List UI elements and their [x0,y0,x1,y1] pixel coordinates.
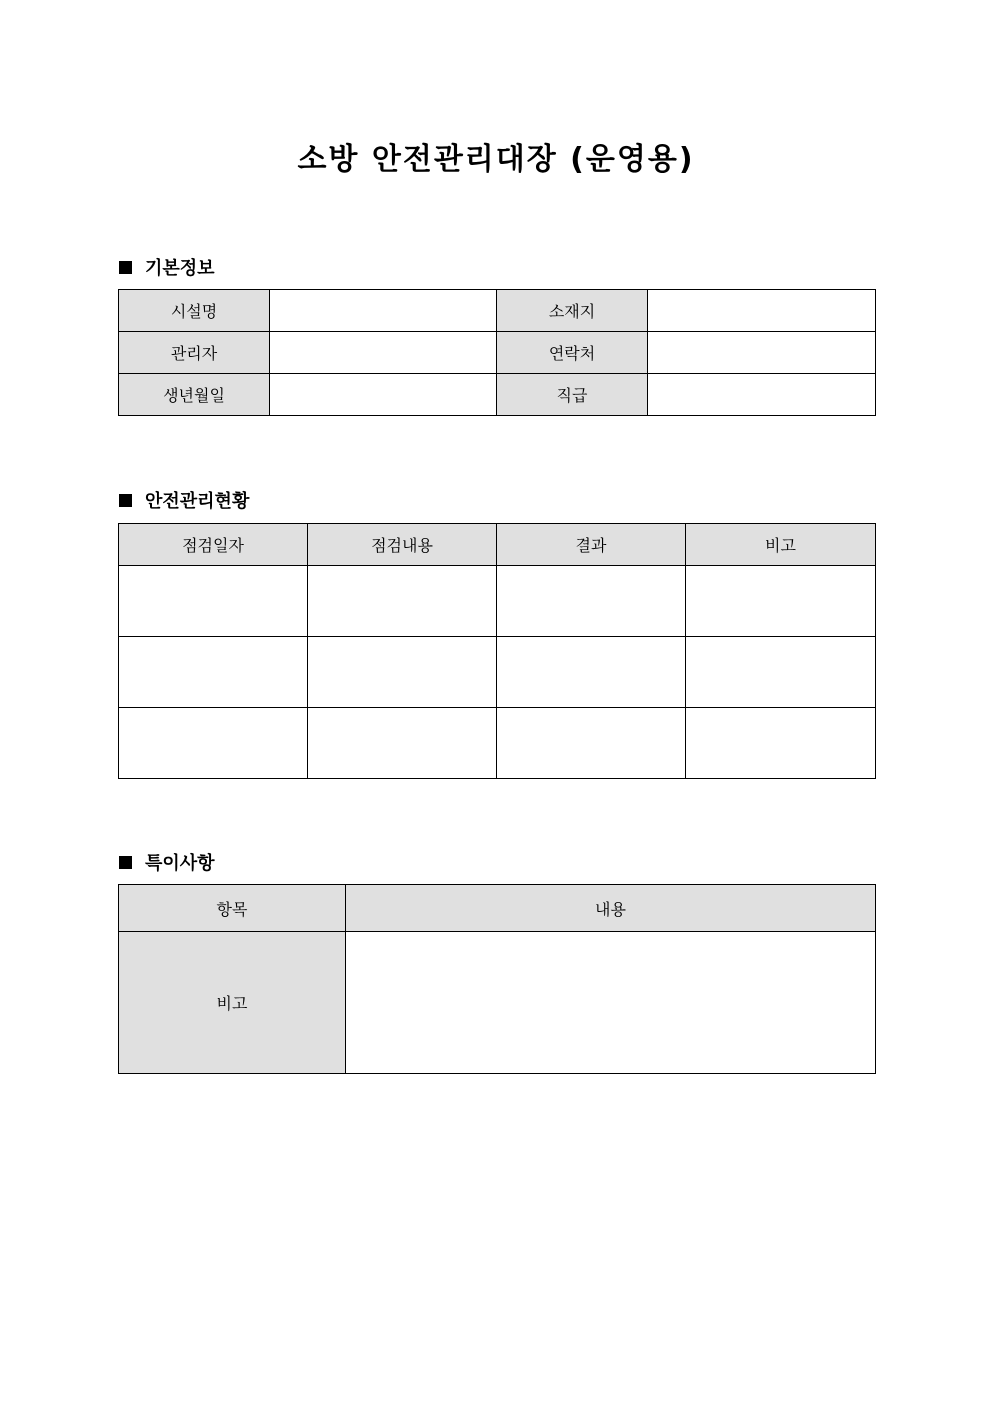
safety-status-table [118,523,876,779]
section-heading-label: 안전관리현황 [145,491,250,512]
table-row [119,332,876,374]
inspection-content-cell[interactable] [308,708,497,779]
section-heading-safety-status [119,487,249,513]
basic-info-table [118,289,876,416]
section-heading-special-notes [119,849,215,875]
inspection-date-cell[interactable] [119,637,308,708]
inspection-content-cell[interactable] [308,637,497,708]
label-manager: 관리자 [119,332,270,374]
square-bullet-icon [119,261,132,274]
label-facility-name: 시설명 [119,290,270,332]
result-cell[interactable] [497,637,686,708]
result-cell[interactable] [497,708,686,779]
square-bullet-icon [119,856,132,869]
position-field[interactable] [648,374,876,416]
table-header-row [119,524,876,566]
label-location: 소재지 [497,290,648,332]
table-row [119,374,876,416]
section-heading-label: 특이사항 [145,853,215,874]
facility-name-field[interactable] [270,290,497,332]
column-header-content: 내용 [346,885,876,932]
notes-content-field[interactable] [346,932,876,1074]
label-contact: 연락처 [497,332,648,374]
document-title: 소방 안전관리대장 (운영용) [297,142,695,177]
birth-date-field[interactable] [270,374,497,416]
label-birth-date: 생년월일 [119,374,270,416]
table-row [119,290,876,332]
remarks-cell[interactable] [686,708,876,779]
table-row [119,932,876,1074]
result-cell[interactable] [497,566,686,637]
section-heading-basic-info [119,254,215,280]
inspection-content-cell[interactable] [308,566,497,637]
remarks-cell[interactable] [686,637,876,708]
inspection-date-cell[interactable] [119,708,308,779]
label-position: 직급 [497,374,648,416]
contact-field[interactable] [648,332,876,374]
table-row [119,637,876,708]
special-notes-table [118,884,876,1074]
inspection-date-cell[interactable] [119,566,308,637]
table-row [119,566,876,637]
column-header-inspection-date: 점검일자 [119,524,308,566]
table-header-row [119,885,876,932]
column-header-inspection-content: 점검내용 [308,524,497,566]
column-header-result: 결과 [497,524,686,566]
section-heading-label: 기본정보 [145,258,215,279]
remarks-cell[interactable] [686,566,876,637]
column-header-item: 항목 [119,885,346,932]
location-field[interactable] [648,290,876,332]
column-header-remarks: 비고 [686,524,876,566]
square-bullet-icon [119,494,132,507]
table-row [119,708,876,779]
manager-field[interactable] [270,332,497,374]
item-label-remarks: 비고 [119,932,346,1074]
